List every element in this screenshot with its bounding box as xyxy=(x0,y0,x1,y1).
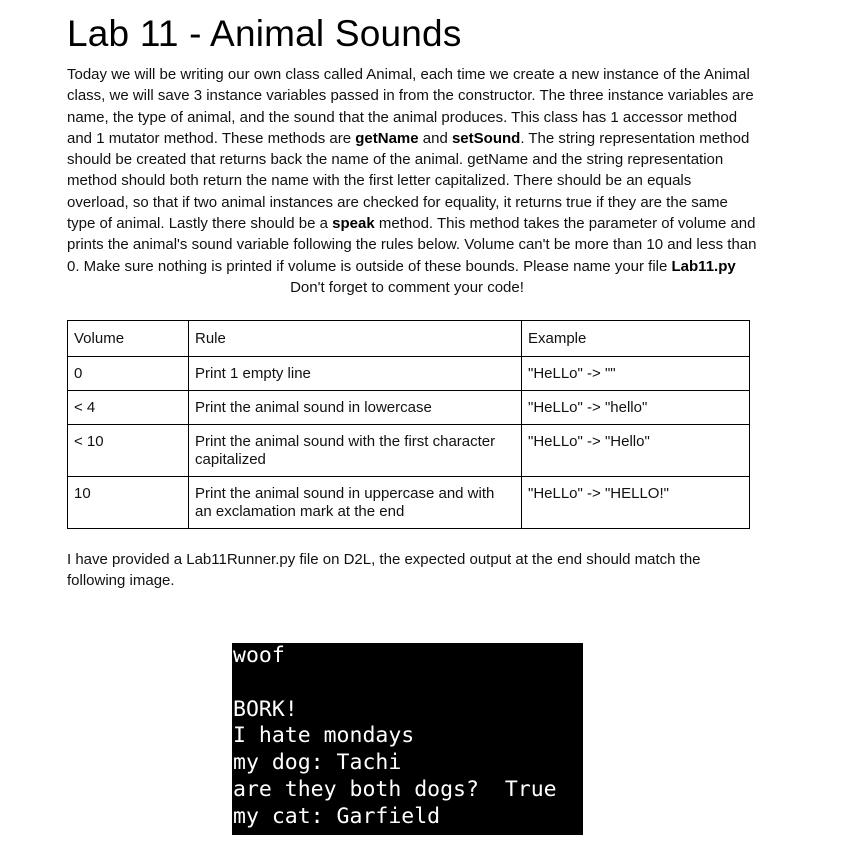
page-title: Lab 11 - Animal Sounds xyxy=(67,13,462,54)
file-name: Lab11.py xyxy=(671,257,736,275)
terminal-line: I hate mondays xyxy=(233,723,415,749)
terminal-output-image xyxy=(232,643,583,835)
header-rule: Rule xyxy=(189,320,522,356)
cell-rule: Print the animal sound with the first character capitalized xyxy=(189,424,522,476)
table-row xyxy=(68,390,750,424)
cell-volume: 10 xyxy=(68,476,189,528)
intro-text: and xyxy=(418,129,452,147)
terminal-line xyxy=(233,670,583,697)
cell-example: "HeLLo" -> "Hello" xyxy=(522,424,750,476)
cell-rule: Print the animal sound in lowercase xyxy=(189,390,522,424)
cell-example: "HeLLo" -> "hello" xyxy=(522,390,750,424)
table-row xyxy=(68,424,750,476)
table-header-row xyxy=(68,320,750,356)
cell-example: "HeLLo" -> "HELLO!" xyxy=(522,476,750,528)
intro-text: . The string representation method should be created that returns back the name of the animal. getName and the string representation method should both return the name with the first letter capitalized. There should be an equals overload, so that if two animal instances are checked for equality, it returns true if they are the same type of animal. Lastly there should be a xyxy=(67,129,750,233)
intro-paragraph xyxy=(67,64,757,277)
runner-note: I have provided a Lab11Runner.py file on D2L, the expected output at the end should match the following image. xyxy=(67,550,701,590)
cell-rule: Print 1 empty line xyxy=(189,356,522,390)
cell-volume: < 10 xyxy=(68,424,189,476)
header-example: Example xyxy=(522,320,750,356)
terminal-line: my dog: Tachi xyxy=(233,750,402,776)
cell-volume: < 4 xyxy=(68,390,189,424)
table-row xyxy=(68,356,750,390)
comment-reminder: Don't forget to comment your code! xyxy=(290,278,524,296)
method-speak: speak xyxy=(332,215,375,233)
document-page xyxy=(67,0,757,592)
method-setsound: setSound xyxy=(451,129,521,147)
cell-volume: 0 xyxy=(68,356,189,390)
method-getname: getName xyxy=(355,129,419,147)
terminal-line: BORK! xyxy=(233,696,298,722)
header-volume: Volume xyxy=(68,320,189,356)
terminal-line: are they both dogs? True xyxy=(233,776,557,802)
terminal-line: my cat: Garfield xyxy=(233,803,441,829)
cell-rule: Print the animal sound in uppercase and with an exclamation mark at the end xyxy=(189,476,522,528)
intro-text: method. This method takes the parameter of volume and prints the animal's sound variable following the rules below. Volume can't be more than 10 and less than 0. Make sure nothing is printed if volume is outside of these bounds. Please name your file xyxy=(67,215,757,275)
table-row xyxy=(68,476,750,528)
volume-rules-table xyxy=(67,320,750,529)
intro-text: Today we will be writing our own class called Animal, each time we create a new instance of the Animal class, we will save 3 instance variables passed in from the constructor. The three instance variables are name, the type of animal, and the sound that the animal produces. This class has 1 accessor method and 1 mutator method. These methods are xyxy=(67,66,754,147)
cell-example: "HeLLo" -> "" xyxy=(522,356,750,390)
terminal-line: woof xyxy=(233,643,285,668)
